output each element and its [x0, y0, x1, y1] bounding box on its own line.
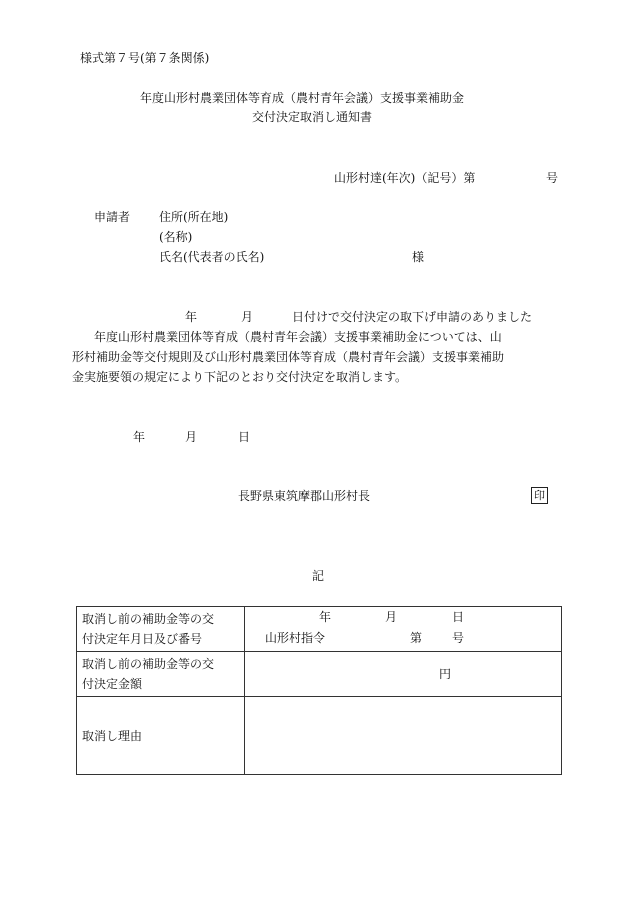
- row1-dai: 第: [410, 631, 423, 645]
- body-year: 年: [185, 310, 198, 324]
- table-row-reason: [77, 697, 562, 775]
- date-month: 月: [185, 430, 198, 444]
- row1-year: 年: [319, 610, 332, 624]
- applicant-rep: 氏名(代表者の氏名): [159, 250, 265, 264]
- applicant-label: 申請者: [94, 210, 131, 224]
- body-month: 月: [241, 310, 254, 324]
- date-day: 日: [238, 430, 251, 444]
- doc-ref-prefix: 山形村達(年次)（記号）第: [334, 171, 476, 185]
- row3-label-cell: 取消し理由: [77, 697, 245, 775]
- form-number: 様式第７号(第７条関係): [80, 51, 210, 65]
- table-row-decision-amount: [77, 652, 562, 697]
- body-line-3: 形村補助金等交付規則及び山形村農業団体等育成（農村青年会議）支援事業補助: [72, 350, 505, 364]
- seal-mark: 印: [531, 487, 548, 504]
- doc-ref-suffix: 号: [546, 171, 559, 185]
- decision-table: [76, 606, 562, 775]
- body-line-1: 日付けで交付決定の取下げ申請のありました: [292, 310, 533, 324]
- row2-value-cell: [245, 652, 562, 697]
- applicant-address: 住所(所在地): [159, 210, 229, 224]
- issuer-name: 長野県東筑摩郡山形村長: [238, 489, 371, 503]
- ki-heading: 記: [312, 569, 325, 583]
- row1-label-cell: [77, 607, 245, 652]
- title-line-2: 交付決定取消し通知書: [252, 110, 373, 124]
- body-line-4: 金実施要領の規定により下記のとおり交付決定を取消します。: [72, 370, 408, 384]
- title-line-1: 年度山形村農業団体等育成（農村青年会議）支援事業補助金: [140, 91, 465, 105]
- row2-label-line-2: 付決定金額: [82, 677, 143, 691]
- row1-month: 月: [385, 610, 398, 624]
- row2-yen: 円: [439, 667, 452, 681]
- row1-value-cell: [245, 607, 562, 652]
- row1-day: 日: [452, 610, 465, 624]
- row2-label-cell: [77, 652, 245, 697]
- row3-value-cell: [245, 697, 562, 775]
- date-year: 年: [133, 430, 146, 444]
- row1-label-line-2: 付決定年月日及び番号: [82, 632, 203, 646]
- row1-go: 号: [452, 631, 465, 645]
- row1-order: 山形村指令: [265, 631, 326, 645]
- table-row-decision-date: [77, 607, 562, 652]
- body-line-2: 年度山形村農業団体等育成（農村青年会議）支援事業補助金については、山: [94, 330, 502, 344]
- row2-label-line-1: 取消し前の補助金等の交: [82, 657, 215, 671]
- row1-label-line-1: 取消し前の補助金等の交: [82, 612, 215, 626]
- applicant-honorific: 様: [412, 250, 425, 264]
- applicant-name: (名称): [159, 230, 193, 244]
